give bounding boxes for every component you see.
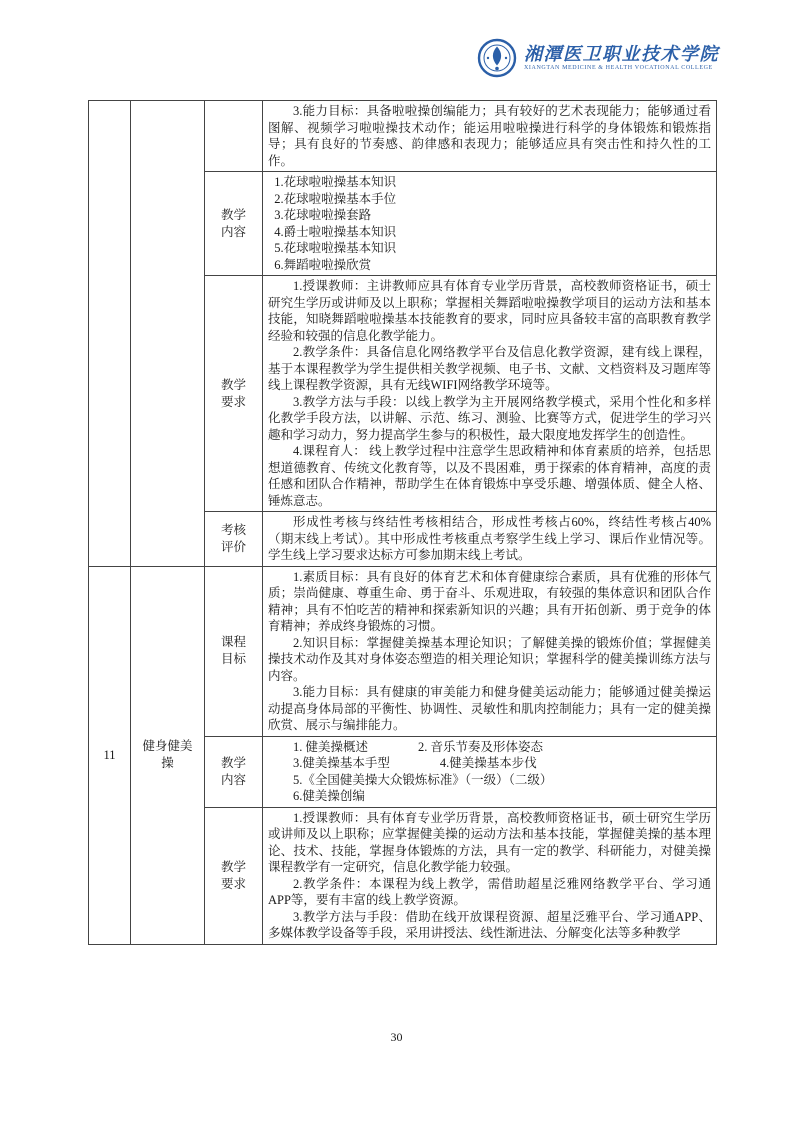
section-content-cell-ability-goals [263, 101, 717, 172]
college-name-english: XIANGTAN MEDICINE & HEALTH VOCATIONAL COLLEGE [524, 65, 713, 71]
paragraph: 4.课程育人： 线上教学过程中注意学生思政精神和体育素质的培养，包括思想道德教育、传统文化教育等，以及不畏困难，勇于探索的体育精神，高度的责任感和团队合作精神，帮助学生在体育锻炼中享受乐趣、增强体质、健全人格、锤炼意志。 [268, 444, 711, 508]
paragraph: 形成性考核与终结性考核相结合，形成性考核占60%，终结性考核占40%（期末线上考试）。其中形成性考核重点考察学生线上学习、课后作业情况等。学生线上学习要求达标方可参加期末线上考试。 [268, 515, 711, 562]
section-content-cell-assessment [263, 512, 717, 567]
section-label-cell [205, 566, 263, 736]
paragraph: 3.教学方法与手段：以线上教学为主开展网络教学模式，采用个性化和多样化教学手段方法，以讲解、示范、练习、测验、比赛等方式，促进学生的学习兴趣和学习动力，努力提高学生参与的积极性，最大限度地发挥学生的创造性。 [268, 394, 711, 442]
paragraph: 3.健美操基本手型 4.健美操基本步伐 [293, 756, 537, 770]
paragraph: 1. 健美操概述 2. 音乐节奏及形体姿态 [293, 739, 544, 754]
paragraph: 6.舞蹈啦啦操欣赏 [274, 257, 372, 272]
table-row [89, 101, 717, 172]
course-name-cell [131, 566, 205, 944]
paragraph: 2.教学条件：本课程为线上教学，需借助超星泛雅网络教学平台、学习通APP等，要有丰富的线上教学资源。 [268, 876, 711, 907]
section-label: 教学内容 [220, 755, 246, 787]
course-name-cell [131, 101, 205, 567]
paragraph: 3.教学方法与手段：借助在线开放课程资源、超星泛雅平台、学习通APP、多媒体教学设备等手段，采用讲授法、线性渐进法、分解变化法等多种教学 [268, 909, 711, 940]
paragraph: 1.授课教师：主讲教师应具有体育专业学历背景，高校教师资格证书，硕士研究生学历或讲师及以上职称；掌握相关舞蹈啦啦操教学项目的运动方法和基本技能，知晓舞蹈啦啦操基本技能教育的要求，同时应具备较丰富的高职教育教学经验和较强的信息化教学能力。 [268, 279, 711, 343]
paragraph: 5.《全国健美操大众锻炼标准》（一级）（二级） [293, 772, 553, 787]
college-logo-emblem [477, 38, 517, 78]
college-name: 湘潭医卫职业技术学院 [524, 44, 719, 64]
section-label-cell [205, 736, 263, 807]
paragraph: 5.花球啦啦操基本知识 [274, 241, 397, 255]
page-header [477, 38, 719, 78]
section-label-cell [205, 172, 263, 276]
section-label: 教学内容 [220, 207, 246, 239]
course-name: 健身健美操 [142, 739, 193, 770]
paragraph: 6.健美操创编 [293, 789, 365, 803]
table-row [89, 566, 717, 736]
paragraph: 2.花球啦啦操基本手位 [274, 191, 397, 206]
section-content-cell-course-goals [263, 566, 717, 736]
row-number-cell [89, 101, 131, 567]
section-label: 教学要求 [220, 859, 246, 891]
section-label-cell [205, 807, 263, 944]
row-number-cell: 11 [89, 566, 131, 944]
section-content-cell-teaching-requirements [263, 807, 717, 944]
paragraph: 3.能力目标：具备啦啦操创编能力；具有较好的艺术表现能力；能够通过看图解、视频学习啦啦操技术动作；能运用啦啦操进行科学的身体锻炼和锻炼指导；具有良好的节奏感、韵律感和表现力；能够适应具有突击性和持久性的工作。 [268, 104, 711, 168]
section-label: 教学要求 [220, 377, 246, 409]
paragraph: 2.教学条件：具备信息化网络教学平台及信息化教学资源，建有线上课程，基于本课程教学为学生提供相关教学视频、电子书、文献、文档资料及习题库等线上课程教学资源，具有无线WIFI网络教学环境等。 [268, 345, 711, 392]
section-content-cell-teaching-content [263, 736, 717, 807]
paragraph: 1.素质目标：具有良好的体育艺术和体育健康综合素质，具有优雅的形体气质；崇尚健康、尊重生命、勇于奋斗、乐观进取，有较强的集体意识和团队合作精神；具有不怕吃苦的精神和探索新知识的兴趣；具有开拓创新、勇于竞争的体育精神；养成终身锻炼的习惯。 [268, 569, 711, 633]
section-label: 考核评价 [220, 522, 246, 554]
paragraph: 1.授课教师：具有体育专业学历背景，高校教师资格证书，硕士研究生学历或讲师及以上职称；应掌握健美操的运动方法和基本技能，掌握健美操的基本理论、技术、技能，掌握身体锻炼的方法，具有一定的教学、科研能力，对健美操课程教学有一定研究，信息化教学能力较强。 [268, 810, 711, 874]
paragraph: 1.花球啦啦操基本知识 [274, 175, 397, 189]
paragraph: 4.爵士啦啦操基本知识 [274, 224, 397, 239]
paragraph: 3.花球啦啦操套路 [274, 208, 372, 222]
page-number: 30 [390, 1030, 403, 1044]
section-label-cell [205, 512, 263, 567]
paragraph: 2.知识目标：掌握健美操基本理论知识；了解健美操的锻炼价值；掌握健美操技术动作及其对身体姿态塑造的相关理论知识；掌握科学的健美操训练方法与内容。 [268, 635, 711, 683]
section-content-cell-teaching-requirements [263, 276, 717, 512]
syllabus-table [88, 100, 717, 945]
college-name-block [524, 44, 719, 72]
section-label: 课程目标 [220, 635, 246, 666]
section-label-cell [205, 101, 263, 172]
section-label-cell [205, 276, 263, 512]
paragraph: 3.能力目标：具有健康的审美能力和健身健美运动能力；能够通过健美操运动提高身体局部的平衡性、协调性、灵敏性和肌肉控制能力；具有一定的健美操欣赏、展示与编排能力。 [268, 685, 711, 732]
section-content-cell-teaching-content [263, 172, 717, 276]
